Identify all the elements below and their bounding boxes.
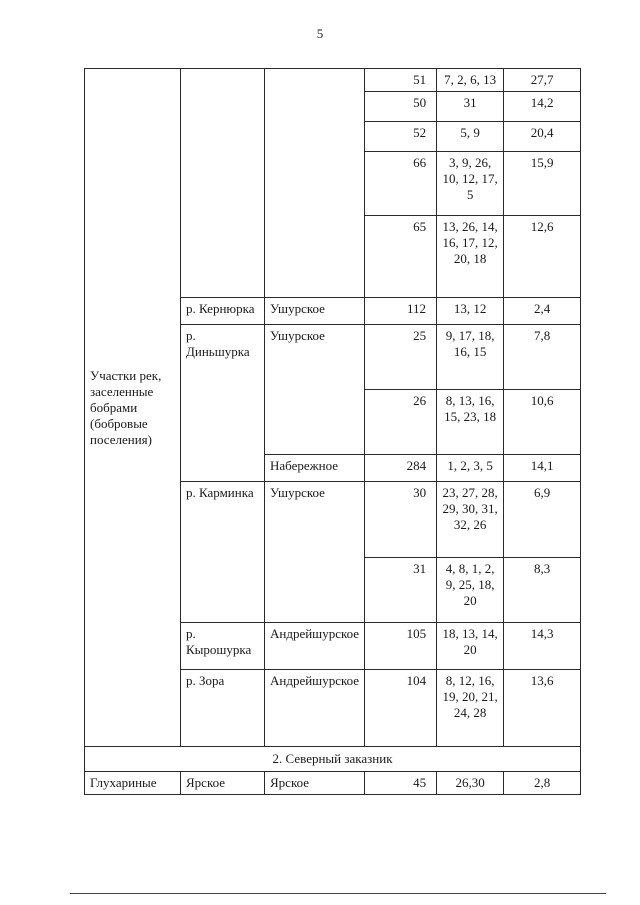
plot-number-cell: 30 <box>365 482 437 558</box>
area-cell: 15,9 <box>504 152 581 216</box>
section-row <box>85 747 581 772</box>
area-cell: 8,3 <box>504 558 581 623</box>
quarter-list-cell: 13, 26, 14, 16, 17, 12, 20, 18 <box>437 216 504 298</box>
section-title: 2. Северный заказник <box>85 747 581 772</box>
table-row <box>85 69 581 92</box>
quarter-list-cell: 23, 27, 28, 29, 30, 31, 32, 26 <box>437 482 504 558</box>
quarter-list-cell: 1, 2, 3, 5 <box>437 455 504 482</box>
quarter-list-cell: 31 <box>437 92 504 122</box>
site-cell: Ушурское <box>265 298 365 325</box>
plot-number-cell: 65 <box>365 216 437 298</box>
plot-number-cell: 105 <box>365 623 437 670</box>
area-cell: 10,6 <box>504 390 581 455</box>
area-cell: 14,2 <box>504 92 581 122</box>
river-cell: р. Кернюрка <box>181 298 265 325</box>
habitat-type-cell: Глухариные <box>85 772 181 795</box>
plot-number-cell: 52 <box>365 122 437 152</box>
area-cell: 7,8 <box>504 325 581 390</box>
page-number: 5 <box>316 26 324 41</box>
area-cell: 2,4 <box>504 298 581 325</box>
quarter-list-cell: 7, 2, 6, 13 <box>437 69 504 92</box>
footer-divider <box>70 893 606 894</box>
site-cell: Набережное <box>265 455 365 482</box>
area-cell: 14,3 <box>504 623 581 670</box>
table-row <box>85 772 581 795</box>
plot-number-cell: 45 <box>365 772 437 795</box>
plot-number-cell: 104 <box>365 670 437 747</box>
quarter-list-cell: 5, 9 <box>437 122 504 152</box>
river-cell: р. Карминка <box>181 482 265 623</box>
area-cell: 20,4 <box>504 122 581 152</box>
plot-number-cell: 66 <box>365 152 437 216</box>
river-cell: р. Зора <box>181 670 265 747</box>
area-cell: 12,6 <box>504 216 581 298</box>
habitat-table <box>84 68 581 795</box>
river-cell: Ярское <box>181 772 265 795</box>
site-cell: Андрейшурское <box>265 623 365 670</box>
river-cell: р. Кырошурка <box>181 623 265 670</box>
plot-number-cell: 31 <box>365 558 437 623</box>
area-cell: 27,7 <box>504 69 581 92</box>
habitat-type-cell: Участки рек, заселенные бобрами (бобровые поселения) <box>85 69 181 747</box>
quarter-list-cell: 18, 13, 14, 20 <box>437 623 504 670</box>
site-cell: Андрейшурское <box>265 670 365 747</box>
site-cell: Ушурское <box>265 325 365 455</box>
area-cell: 2,8 <box>504 772 581 795</box>
plot-number-cell: 112 <box>365 298 437 325</box>
river-cell <box>181 69 265 298</box>
area-cell: 6,9 <box>504 482 581 558</box>
plot-number-cell: 26 <box>365 390 437 455</box>
area-cell: 14,1 <box>504 455 581 482</box>
quarter-list-cell: 13, 12 <box>437 298 504 325</box>
quarter-list-cell: 26,30 <box>437 772 504 795</box>
plot-number-cell: 50 <box>365 92 437 122</box>
plot-number-cell: 25 <box>365 325 437 390</box>
site-cell: Ушурское <box>265 482 365 623</box>
site-cell <box>265 69 365 298</box>
quarter-list-cell: 8, 12, 16, 19, 20, 21, 24, 28 <box>437 670 504 747</box>
quarter-list-cell: 3, 9, 26, 10, 12, 17, 5 <box>437 152 504 216</box>
quarter-list-cell: 8, 13, 16, 15, 23, 18 <box>437 390 504 455</box>
site-cell: Ярское <box>265 772 365 795</box>
plot-number-cell: 284 <box>365 455 437 482</box>
quarter-list-cell: 4, 8, 1, 2, 9, 25, 18, 20 <box>437 558 504 623</box>
river-cell: р. Диньшурка <box>181 325 265 482</box>
quarter-list-cell: 9, 17, 18, 16, 15 <box>437 325 504 390</box>
area-cell: 13,6 <box>504 670 581 747</box>
plot-number-cell: 51 <box>365 69 437 92</box>
